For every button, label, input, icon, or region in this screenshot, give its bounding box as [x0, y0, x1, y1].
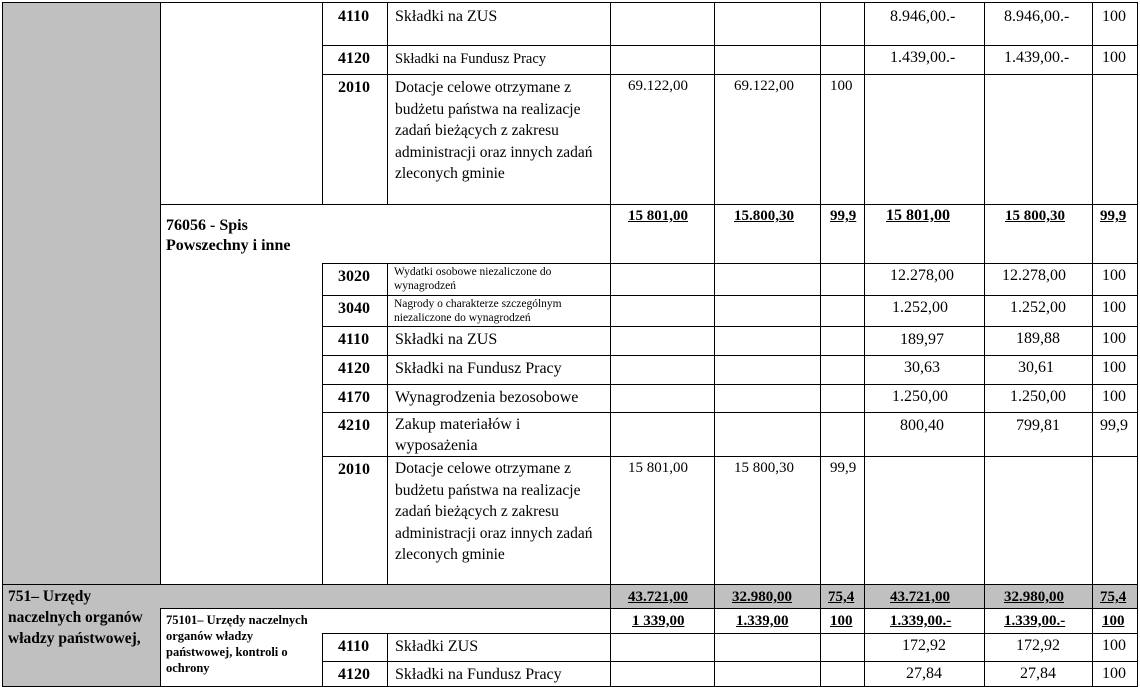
section-75101-v5: 1.339,00.-	[1004, 613, 1066, 629]
row-4120c-v6: 100	[1102, 665, 1126, 682]
row-3020-desc: Wydatki osobowe niezaliczone do wynagrodzeń	[394, 266, 552, 292]
row-4210-code: 4210	[338, 417, 370, 434]
row-2010b-desc: Dotacje celowe otrzymane z budżetu państwa na realizacje zadań bieżących z zakresu administracji oraz innych zadań zleconych gminie	[395, 460, 593, 563]
row-4170-code: 4170	[338, 389, 370, 406]
row-4170-v4: 1.250,00	[892, 388, 948, 405]
division-751-v4: 43.721,00	[890, 589, 950, 605]
row-3020-v5: 12.278,00	[1002, 267, 1066, 284]
row-2010b-v1: 15 801,00	[628, 460, 688, 476]
section-75101-v3: 100	[830, 613, 853, 629]
row-3040-desc: Nagrody o charakterze szczególnym niezaliczone do wynagrodzeń	[394, 298, 562, 324]
row-4110b-v6: 100	[1102, 330, 1126, 347]
row-4110a-desc: Składki na ZUS	[395, 8, 498, 25]
division-751-v5: 32.980,00	[1004, 589, 1064, 605]
section-76056-v4: 15 801,00	[886, 207, 950, 224]
row-4120b-v4: 30,63	[904, 359, 940, 376]
division-751-v2: 32.980,00	[732, 589, 792, 605]
section-75101-v2: 1.339,00	[736, 613, 789, 629]
row-4120a-code: 4120	[338, 50, 370, 67]
row-4210-v4: 800,40	[900, 417, 944, 434]
row-4110b-desc: Składki na ZUS	[395, 331, 498, 348]
row-4170-desc: Wynagrodzenia bezosobowe	[395, 389, 579, 406]
row-4110a-v5: 8.946,00.-	[1004, 8, 1070, 25]
row-4120c-v5: 27,84	[1020, 665, 1056, 682]
row-4170-v6: 100	[1102, 388, 1126, 405]
section-75101-v4: 1.339,00.-	[890, 613, 952, 629]
section-76056-v2: 15.800,30	[734, 208, 794, 224]
row-4210-v5: 799,81	[1016, 417, 1060, 434]
section-76056-v1: 15 801,00	[628, 208, 688, 224]
row-4120c-desc: Składki na Fundusz Pracy	[395, 666, 562, 683]
division-751-v3: 75,4	[828, 589, 855, 605]
row-4110c-desc: Składki ZUS	[395, 638, 479, 655]
row-3040-v5: 1.252,00	[1010, 299, 1066, 316]
row-2010a-v1: 69.122,00	[628, 78, 688, 94]
division-751-v6: 75,4	[1100, 589, 1127, 605]
row-4210-desc: Zakup materiałów i wyposażenia	[395, 416, 521, 454]
row-2010b-v3: 99,9	[830, 460, 857, 476]
row-3040-v4: 1.252,00	[892, 299, 948, 316]
row-4120b-v5: 30,61	[1018, 359, 1054, 376]
row-3040-v6: 100	[1102, 299, 1126, 316]
section-75101-v1: 1 339,00	[632, 613, 685, 629]
row-3040-code: 3040	[338, 300, 370, 317]
section-75101-v6: 100	[1102, 613, 1125, 629]
section-76056-v3: 99,9	[830, 208, 857, 224]
row-3020-code: 3020	[338, 268, 370, 285]
chapter-column-shade	[2, 2, 160, 584]
row-4120a-v5: 1.439,00.-	[1004, 49, 1070, 66]
row-4110c-code: 4110	[338, 638, 370, 655]
row-2010b-code: 2010	[338, 461, 370, 478]
section-75101-title: 75101– Urzędy naczelnych organów władzy państwowej, kontroli o ochrony	[166, 613, 308, 675]
row-4170-v5: 1.250,00	[1010, 388, 1066, 405]
row-4120b-code: 4120	[338, 360, 370, 377]
row-2010b-v2: 15 800,30	[734, 460, 794, 476]
row-4120b-v6: 100	[1102, 359, 1126, 376]
row-4120a-desc: Składki na Fundusz Pracy	[395, 51, 547, 67]
row-3020-v4: 12.278,00	[890, 267, 954, 284]
row-4110c-v5: 172,92	[1016, 637, 1060, 654]
section-76056-v5: 15 800,30	[1005, 208, 1065, 224]
row-4110c-v4: 172,92	[902, 637, 946, 654]
row-2010a-code: 2010	[338, 79, 370, 96]
row-4110b-v4: 189,97	[900, 331, 944, 348]
row-4110c-v6: 100	[1102, 637, 1126, 654]
row-4110a-v4: 8.946,00.-	[890, 8, 956, 25]
row-2010a-v3: 100	[830, 78, 853, 94]
row-4120a-v6: 100	[1102, 49, 1126, 66]
row-4110b-code: 4110	[338, 331, 370, 348]
row-4210-v6: 99,9	[1100, 417, 1128, 434]
row-2010a-v2: 69.122,00	[734, 78, 794, 94]
division-751-title: 751– Urzędy naczelnych organów władzy państwowej,	[8, 588, 143, 647]
row-2010a-desc: Dotacje celowe otrzymane z budżetu państwa na realizacje zadań bieżących z zakresu administracji oraz innych zadań zleconych gminie	[395, 79, 593, 182]
division-751-v1: 43.721,00	[628, 589, 688, 605]
division-751-row-shade	[2, 584, 1138, 608]
row-3020-v6: 100	[1102, 267, 1126, 284]
row-4120c-v4: 27,84	[906, 665, 942, 682]
row-4120b-desc: Składki na Fundusz Pracy	[395, 360, 562, 377]
section-76056-v6: 99,9	[1100, 208, 1127, 224]
row-4120a-v4: 1.439,00.-	[890, 49, 956, 66]
row-4120c-code: 4120	[338, 666, 370, 683]
row-4110a-v6: 100	[1102, 8, 1126, 25]
row-4110b-v5: 189,88	[1016, 330, 1060, 347]
section-76056-title: 76056 - Spis Powszechny i inne	[166, 217, 291, 254]
row-4110a-code: 4110	[338, 8, 370, 25]
